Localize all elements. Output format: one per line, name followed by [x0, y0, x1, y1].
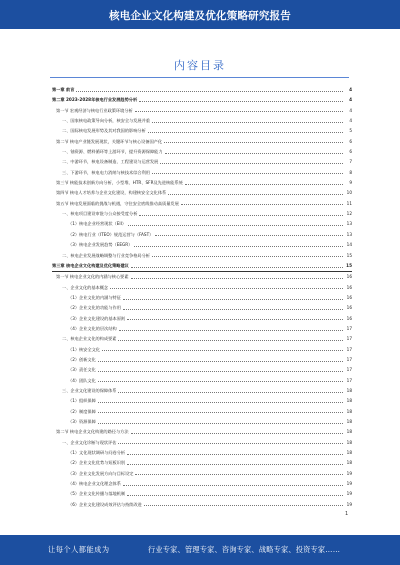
toc-entry[interactable]	[52, 168, 352, 178]
toc-entry-page: 19	[346, 491, 352, 497]
page-number: 1	[345, 511, 349, 517]
toc-leader-dots	[155, 235, 343, 236]
toc-entry[interactable]	[52, 230, 352, 240]
toc-entry[interactable]	[52, 479, 352, 489]
toc-entry-title: 三、企业文化建设的保障体系	[62, 386, 117, 396]
toc-entry-title: 二、国际核电发展形势及其对我国的影响分析	[62, 126, 147, 136]
toc-entry-title: （2）核电行业（ITEO）规范运营与（FAST）	[68, 230, 154, 240]
toc-leader-dots	[135, 111, 343, 112]
toc-entry[interactable]	[52, 219, 352, 229]
toc-leader-dots	[127, 319, 343, 320]
toc-entry-title: 第二节 核电产业链发展现状，关键环节与核心设备国产化	[56, 137, 163, 147]
toc-entry-title: （4）核电企业文化理念体系	[68, 479, 122, 489]
toc-entry-page: 4	[349, 97, 352, 103]
toc-entry-title: 二、核电企业文化的构成要素	[62, 334, 117, 344]
toc-entry[interactable]	[52, 261, 352, 272]
toc-entry[interactable]	[52, 438, 352, 448]
toc-entry[interactable]	[52, 283, 352, 293]
toc-entry-page: 7	[349, 159, 352, 165]
toc-leader-dots	[185, 184, 343, 185]
toc-entry-page: 18	[346, 460, 352, 466]
toc-leader-dots	[128, 225, 343, 226]
toc-entry-title: （3）核电企业发展趋势（EEGR）	[68, 240, 133, 250]
toc-leader-dots	[131, 278, 343, 279]
toc-entry-page: 18	[346, 419, 352, 424]
toc-leader-dots	[131, 267, 343, 268]
toc-entry-page: 16	[346, 294, 352, 300]
toc-entry[interactable]	[52, 386, 352, 396]
toc-leader-dots	[102, 350, 343, 351]
toc-leader-dots	[127, 454, 343, 455]
toc-entry-title: （1）核电企业经营现状（EII）	[68, 219, 127, 229]
toc-entry-title: 三、下游环节，核电电力消纳与核技术综合利用	[62, 168, 151, 178]
toc-entry-page: 17	[346, 336, 352, 342]
toc-entry-title: 第一节 宏观经济与核电行业政策环境分析	[56, 106, 134, 116]
toc-leader-dots	[123, 309, 343, 310]
toc-entry[interactable]	[52, 407, 352, 417]
toc-entry-page: 18	[346, 387, 352, 393]
toc-leader-dots	[139, 101, 343, 102]
toc-leader-dots	[98, 423, 343, 424]
toc-leader-dots	[118, 340, 343, 341]
toc-entry-title: 第三节 核能技术创新方向分析，小型堆、HTR、SFR及先进核能系统	[56, 178, 184, 188]
toc-entry[interactable]	[52, 178, 352, 188]
toc-leader-dots	[123, 485, 343, 486]
toc-entry-page: 16	[346, 315, 352, 321]
toc-entry-page: 19	[346, 470, 352, 476]
toc-entry-title: 第二章 2023-2028年核电行业发展趋势分析	[52, 95, 138, 105]
toc-entry-page: 5	[349, 128, 352, 134]
toc-entry-title: 一、企业文化诊断与现状评估	[62, 438, 117, 448]
toc-entry[interactable]	[52, 489, 352, 499]
toc-entry-page: 16	[346, 305, 352, 311]
toc-entry-page: 13	[346, 221, 352, 227]
toc-leader-dots	[139, 215, 343, 216]
toc-entry[interactable]	[52, 427, 352, 437]
toc-leader-dots	[98, 381, 343, 382]
toc-entry-title: 二、核电企业发展战略调整与行业竞争格局分析	[62, 251, 151, 261]
report-header-bar	[0, 0, 400, 29]
toc-entry-title: （4）团队文化	[68, 376, 97, 386]
toc-entry[interactable]	[52, 209, 352, 219]
toc-leader-dots	[164, 142, 343, 143]
toc-entry-page: 14	[346, 242, 352, 248]
toc-entry-title: （3）资源保障	[68, 417, 97, 427]
toc-entry-page: 13	[346, 231, 352, 237]
toc-entry-title: 一、国家核电政策导向分析，核安全与发展并重	[62, 116, 151, 126]
toc-entry[interactable]	[52, 126, 352, 136]
toc-entry-page: 9	[349, 180, 352, 186]
toc-leader-dots	[98, 371, 343, 372]
toc-leader-dots	[152, 173, 343, 174]
toc-entry-title: （1）核安全文化	[68, 345, 101, 355]
toc-entry-title: 一、铀资源、燃料循环等上游环节，提升资源保障能力	[62, 147, 164, 157]
footer-tagline: 行业专家、管理专家、咨询专家、战略专家、投资专家……	[148, 545, 341, 554]
toc-leader-dots	[144, 505, 343, 506]
toc-entry[interactable]	[52, 448, 352, 458]
toc-entry-title: （3）企业文化发展方向与目标设定	[68, 469, 134, 479]
toc-leader-dots	[148, 132, 343, 133]
toc-divider	[50, 77, 349, 78]
report-title: 核电企业文化构建及优化策略研究报告	[109, 10, 291, 22]
toc-entry-page: 17	[346, 377, 352, 383]
toc-entry-title: （5）企业文化传播与落地机制	[68, 489, 126, 499]
toc-entry-title: （1）组织保障	[68, 396, 97, 406]
toc-leader-dots	[160, 163, 343, 164]
toc-entry[interactable]	[52, 95, 352, 105]
toc-entry-page: 18	[346, 439, 352, 445]
toc-entry-title: （2）企业文化优势与短板识别	[68, 458, 126, 468]
toc-entry[interactable]	[52, 137, 352, 147]
toc-entry[interactable]	[52, 240, 352, 250]
toc-entry-title: （3）企业文化建设的基本原则	[68, 314, 126, 324]
toc-entry-title: 第三章 核电企业文化构建及优化策略建议	[52, 261, 130, 271]
toc-leader-dots	[98, 412, 343, 413]
toc-entry[interactable]	[52, 324, 352, 334]
toc-entry[interactable]	[52, 199, 352, 209]
toc-entry-page: 18	[346, 429, 352, 435]
toc-entry-page: 18	[346, 450, 352, 456]
toc-entry[interactable]	[52, 417, 352, 427]
toc-leader-dots	[152, 256, 343, 257]
toc-entry-title: 二、中游环节，核电设备制造、工程建设与运营发展	[62, 157, 159, 167]
toc-entry-page: 16	[346, 274, 352, 280]
toc-entry[interactable]	[52, 376, 352, 386]
toc-entry-page: 15	[346, 252, 352, 258]
toc-leader-dots	[118, 443, 343, 444]
toc-entry-page: 4	[349, 118, 352, 124]
toc-entry-page: 18	[346, 398, 352, 404]
toc-entry-title: 一、企业文化的基本概念	[62, 283, 109, 293]
toc-leader-dots	[181, 204, 343, 205]
toc-entry[interactable]	[52, 303, 352, 313]
toc-entry-title: （2）创新文化	[68, 355, 97, 365]
toc-entry-page: 15	[346, 262, 352, 268]
toc-entry-title: （2）企业文化的功能与作用	[68, 303, 122, 313]
toc-entry-title: 第二节 核电企业文化构建的路径与方法	[56, 427, 130, 437]
toc-entry-page: 6	[349, 138, 352, 144]
toc-entry[interactable]	[52, 116, 352, 126]
toc-entry[interactable]	[52, 147, 352, 157]
toc-entry[interactable]	[52, 355, 352, 365]
toc-leader-dots	[110, 288, 343, 289]
toc-entry[interactable]	[52, 458, 352, 468]
toc-entry[interactable]	[52, 500, 352, 510]
footer-bar	[0, 535, 400, 565]
toc-entry-page: 19	[346, 481, 352, 487]
toc-entry-page: 17	[346, 367, 352, 373]
toc-leader-dots	[152, 122, 343, 123]
toc-entry-page: 8	[349, 169, 352, 175]
toc-entry[interactable]	[52, 314, 352, 324]
toc-leader-dots	[135, 474, 343, 475]
toc-entry-page: 18	[346, 408, 352, 414]
toc-entry-title: 第五节 核电发展面临的挑战与机遇，守住安全底线推动高质量发展	[56, 199, 180, 209]
toc-entry-page: 16	[346, 284, 352, 290]
toc-entry-page: 17	[346, 325, 352, 331]
toc-entry-title: 第一节 核电企业文化的内涵与核心要素	[56, 272, 130, 282]
toc-leader-dots	[134, 246, 343, 247]
toc-entry[interactable]	[52, 396, 352, 406]
toc-entry[interactable]	[52, 293, 352, 303]
toc-entry-title: （1）企业文化的内涵与特征	[68, 293, 122, 303]
toc-entry[interactable]	[52, 188, 352, 198]
toc-entry-title: 第一章 前言	[52, 85, 75, 95]
toc-entry-page: 17	[346, 356, 352, 362]
toc-leader-dots	[131, 433, 343, 434]
toc-entry-page: 17	[346, 346, 352, 352]
toc-title: 内容目录	[174, 59, 226, 72]
toc-entry-title: 第四节 核电人才培养与企业文化建设，构建核安全文化体系	[56, 188, 167, 198]
toc-entry[interactable]	[52, 251, 352, 261]
toc-leader-dots	[119, 330, 343, 331]
toc-entry[interactable]	[52, 106, 352, 116]
toc-entry[interactable]	[52, 469, 352, 479]
toc-leader-dots	[123, 299, 343, 300]
footer-slogan: 让每个人都能成为	[48, 545, 110, 554]
toc-entry-title: （1）文化现状调研与问卷分析	[68, 448, 126, 458]
toc-entry-title: （3）责任文化	[68, 365, 97, 375]
toc-entry-page: 4	[349, 87, 352, 92]
toc-entry-page: 4	[349, 107, 352, 113]
toc-entry[interactable]	[52, 334, 352, 344]
toc-leader-dots	[165, 153, 343, 154]
toc-entry-page: 19	[346, 501, 352, 507]
toc-entry-page: 12	[346, 211, 352, 217]
toc-entry[interactable]	[52, 157, 352, 167]
table-of-contents	[52, 85, 352, 510]
toc-entry-page: 11	[346, 200, 352, 206]
toc-leader-dots	[76, 91, 343, 92]
toc-entry[interactable]	[52, 345, 352, 355]
toc-entry-title: （6）企业文化建设成效评估与持续改进	[68, 500, 143, 510]
toc-entry-title: 一、核电项目建设审批与公众接受度分析	[62, 209, 138, 219]
toc-leader-dots	[98, 361, 343, 362]
toc-leader-dots	[127, 464, 343, 465]
toc-entry-title: （4）企业文化的层次结构	[68, 324, 118, 334]
toc-entry[interactable]	[52, 272, 352, 282]
toc-leader-dots	[127, 495, 343, 496]
toc-entry-page: 10	[346, 190, 352, 196]
toc-leader-dots	[118, 392, 343, 393]
toc-entry-page: 6	[349, 149, 352, 155]
toc-leader-dots	[98, 402, 343, 403]
toc-entry-title: （2）制度保障	[68, 407, 97, 417]
toc-entry[interactable]	[52, 365, 352, 375]
toc-entry[interactable]	[52, 85, 352, 95]
toc-leader-dots	[168, 194, 343, 195]
